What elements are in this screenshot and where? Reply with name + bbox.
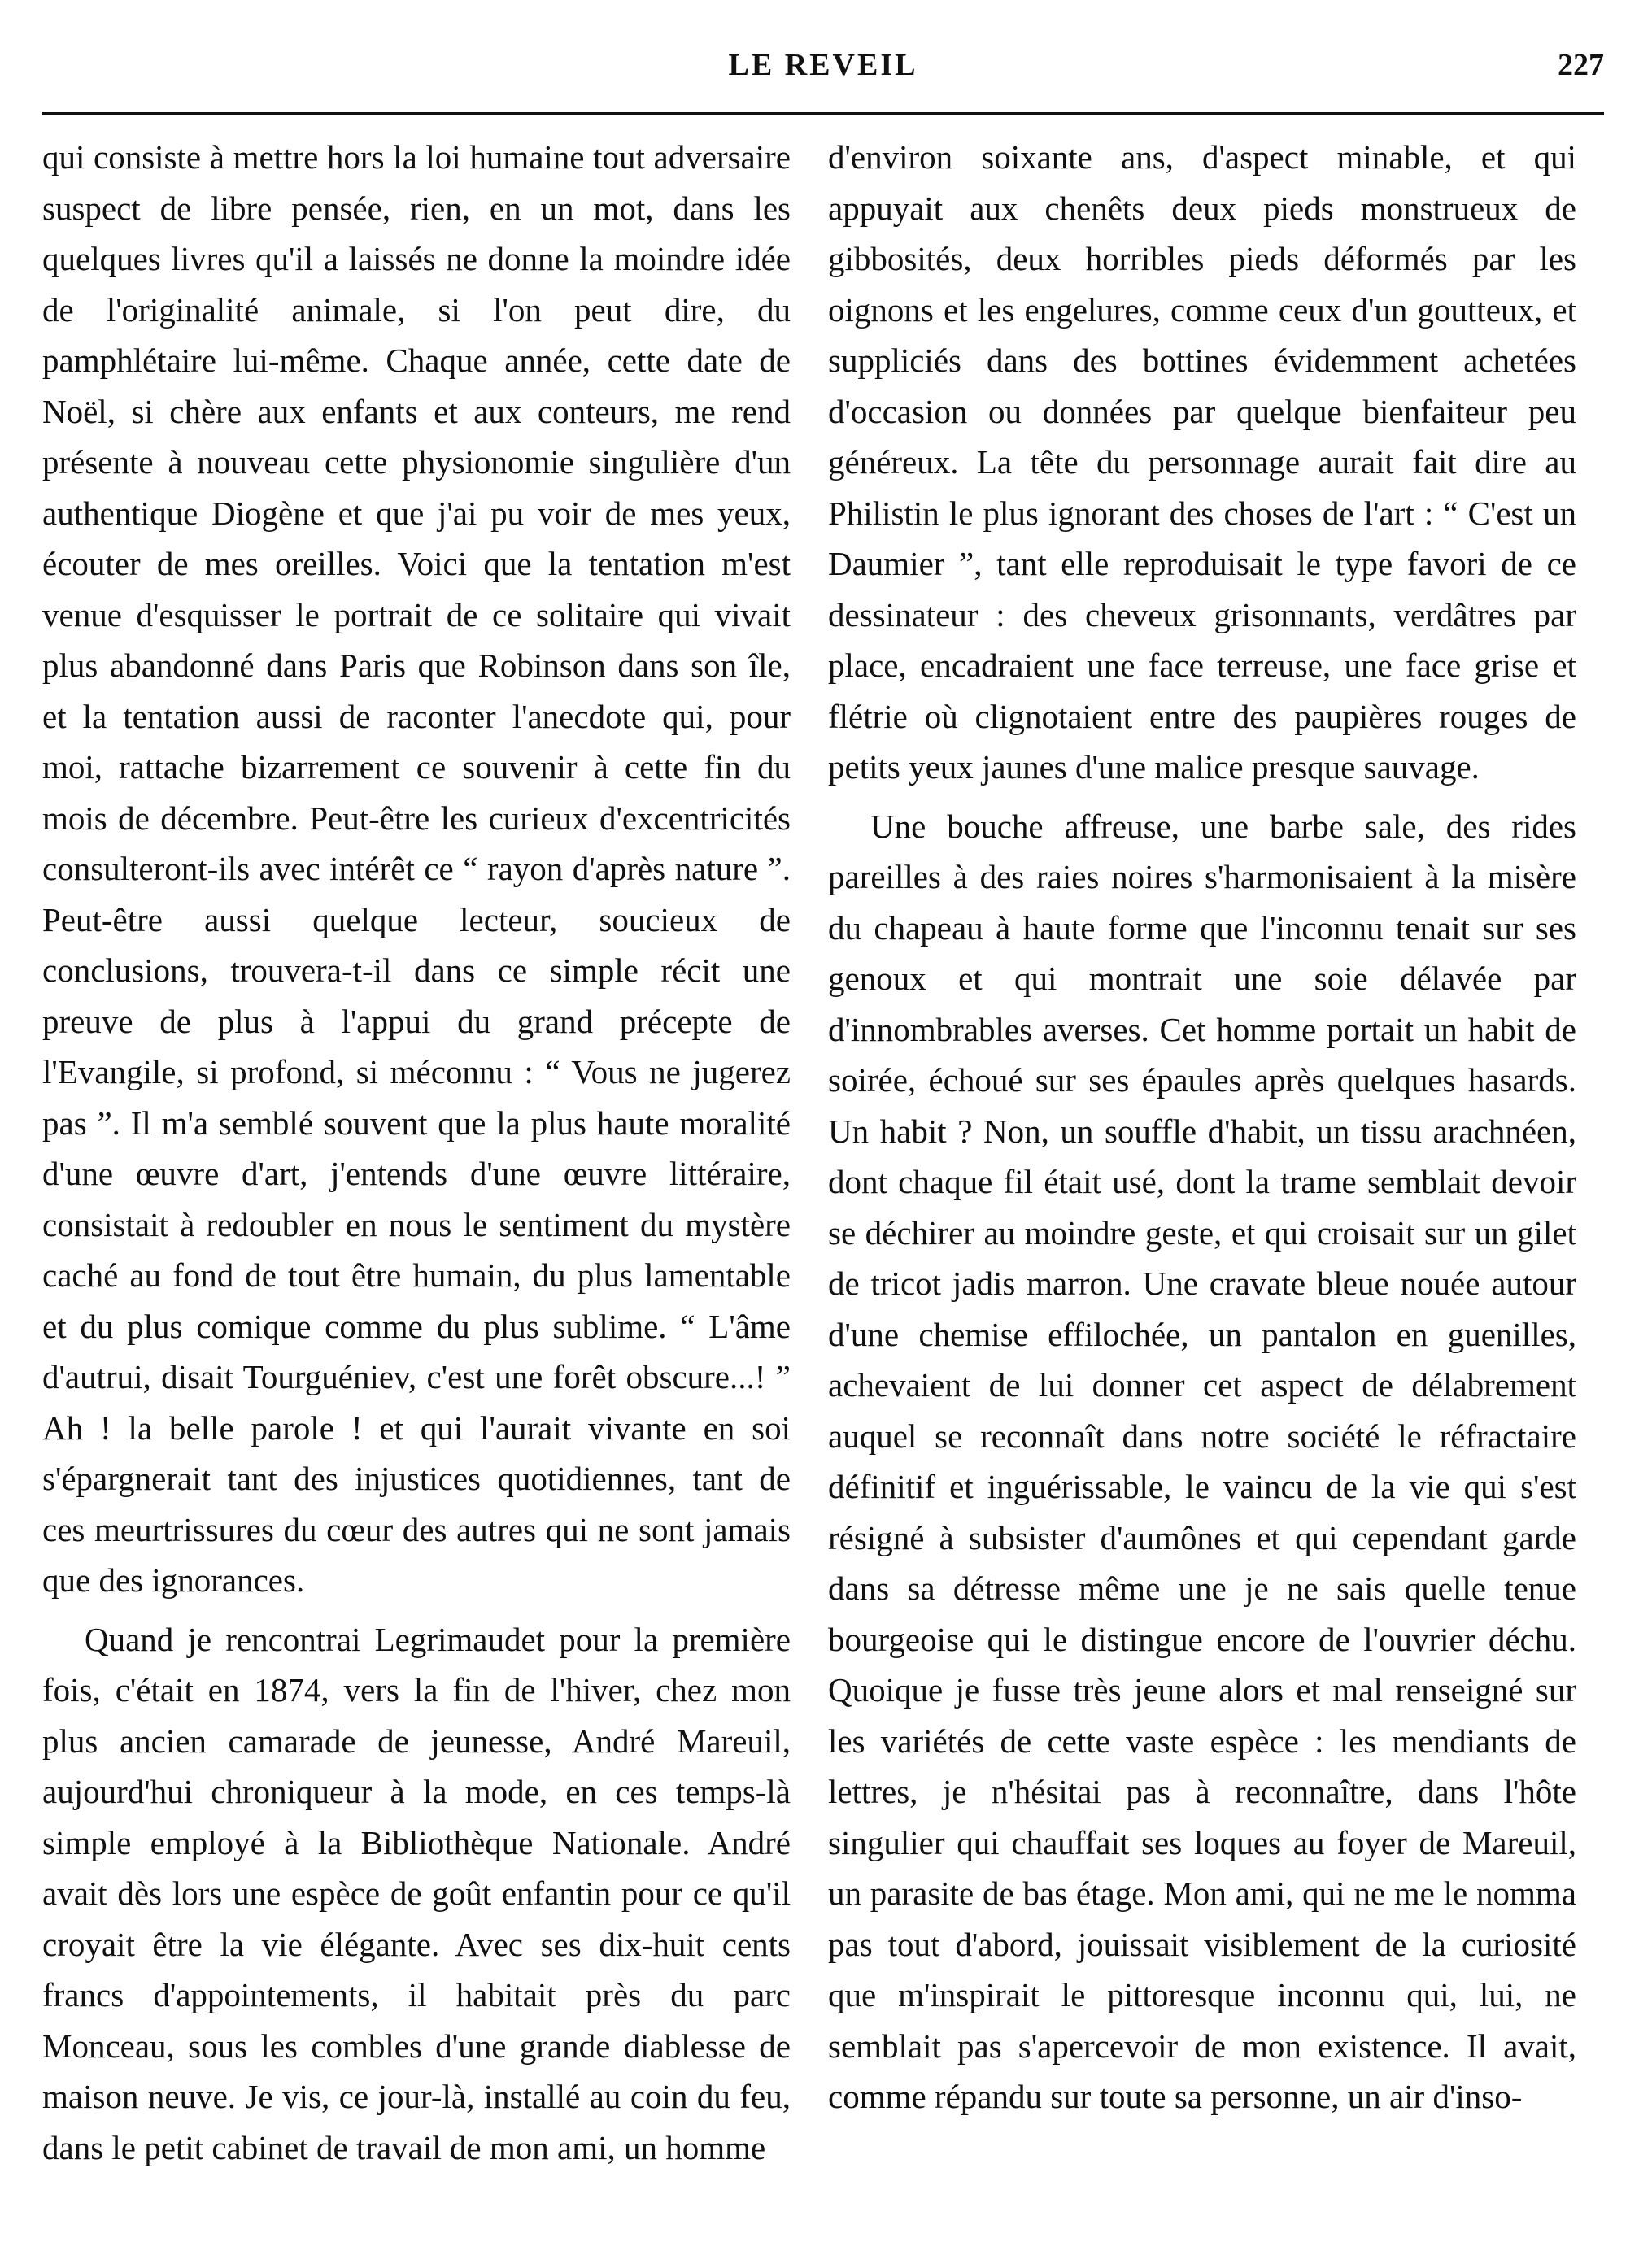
paragraph: Quand je rencontrai Legrimaudet pour la première fois, c'était en 1874, vers la fin de l'hiver, chez mon plus ancien camarade de jeunesse, André Mareuil, aujourd'hui chroniqueur à la mode, en ces temps-là simple employé à la Bibliothèque Nationale. André avait dès lors une espèce de goût enfantin pour ce qu'il croyait être la vie élégante. Avec ses dix-huit cents francs d'appointements, il habitait près du parc Monceau, sous les combles d'une grande diablesse de maison neuve. Je vis, ce jour-là, installé au coin du feu, dans le petit cabinet de travail de mon ami, un homme — [42, 1620, 791, 2166]
running-title: LE REVEIL — [728, 48, 918, 82]
left-column — [42, 132, 791, 2238]
right-column — [828, 132, 1576, 2238]
paragraph: Une bouche affreuse, une barbe sale, des rides pareilles à des raies noires s'harmonisaient à la misère du chapeau à haute forme que l'inconnu tenait sur ses genoux et qui montrait une soie délavée par d'innombrables averses. Cet homme portait un habit de soirée, échoué sur ses épaules après quelques hasards. Un habit ? Non, un souffle d'habit, un tissu arachnéen, dont chaque fil était usé, dont la trame semblait devoir se déchirer au moindre geste, et qui croisait sur un gilet de tricot jadis marron. Une cravate bleue nouée autour d'une chemise effilochée, un pantalon en guenilles, achevaient de lui donner cet aspect de délabrement auquel se reconnaît dans notre société le réfractaire définitif et inguérissable, le vaincu de la vie qui s'est résigné à subsister d'aumônes et qui cependant garde dans sa détresse même une je ne sais quelle tenue bourgeoise qui le distingue encore de l'ouvrier déchu. Quoique je fusse très jeune alors et mal renseigné sur les variétés de cette vaste espèce : les mendiants de lettres, je n'hésitai pas à reconnaître, dans l'hôte singulier qui chauffait ses loques au foyer de Mareuil, un parasite de bas étage. Mon ami, qui ne me le nomma pas tout d'abord, jouissait visiblement de la curiosité que m'inspirait le pittoresque inconnu qui, lui, ne semblait pas s'apercevoir de mon existence. Il avait, comme répandu sur toute sa personne, un air d'inso- — [828, 807, 1576, 2115]
paragraph: qui consiste à mettre hors la loi humaine tout adversaire suspect de libre pensée, rien, en un mot, dans les quelques livres qu'il a laissés ne donne la moindre idée de l'originalité animale, si l'on peut dire, du pamphlétaire lui-même. Chaque année, cette date de Noël, si chère aux enfants et aux conteurs, me rend présente à nouveau cette physionomie singulière d'un authentique Diogène et que j'ai pu voir de mes yeux, écouter de mes oreilles. Voici que la tentation m'est venue d'esquisser le portrait de ce solitaire qui vivait plus abandonné dans Paris que Robinson dans son île, et la tentation aussi de raconter l'anecdote qui, pour moi, rattache bizarrement ce souvenir à cette fin du mois de décembre. Peut-être les curieux d'excentricités consulteront-ils avec intérêt ce “ rayon d'après nature ”. Peut-être aussi quelque lecteur, soucieux de conclusions, trouvera-t-il dans ce simple récit une preuve de plus à l'appui du grand précepte de l'Evangile, si profond, si méconnu : “ Vous ne jugerez pas ”. Il m'a semblé souvent que la plus haute moralité d'une œuvre d'art, j'entends d'une œuvre littéraire, consistait à redoubler en nous le sentiment du mystère caché au fond de tout être humain, du plus lamentable et du plus comique comme du plus sublime. “ L'âme d'autrui, disait Tourguéniev, c'est une forêt obscure...! ” Ah ! la belle parole ! et qui l'aurait vivante en soi s'épargnerait tant des injustices quotidiennes, tant de ces meurtrissures du cœur des autres qui ne sont jamais que des ignorances. — [42, 138, 791, 1599]
page-number: 227 — [1558, 48, 1604, 82]
header-rule — [42, 112, 1604, 115]
paragraph: d'environ soixante ans, d'aspect minable, et qui appuyait aux chenêts deux pieds monstrueux de gibbosités, deux horribles pieds déformés par les oignons et les engelures, comme ceux d'un goutteux, et suppliciés dans des bottines évidemment achetées d'occasion ou données par quelque bienfaiteur peu généreux. La tête du personnage aurait fait dire au Philistin le plus ignorant des choses de l'art : “ C'est un Daumier ”, tant elle reproduisait le type favori de ce dessinateur : des cheveux grisonnants, verdâtres par place, encadraient une face terreuse, une face grise et flétrie où clignotaient entre des paupières rouges de petits yeux jaunes d'une malice presque sauvage. — [828, 138, 1576, 786]
page-header — [42, 47, 1604, 98]
